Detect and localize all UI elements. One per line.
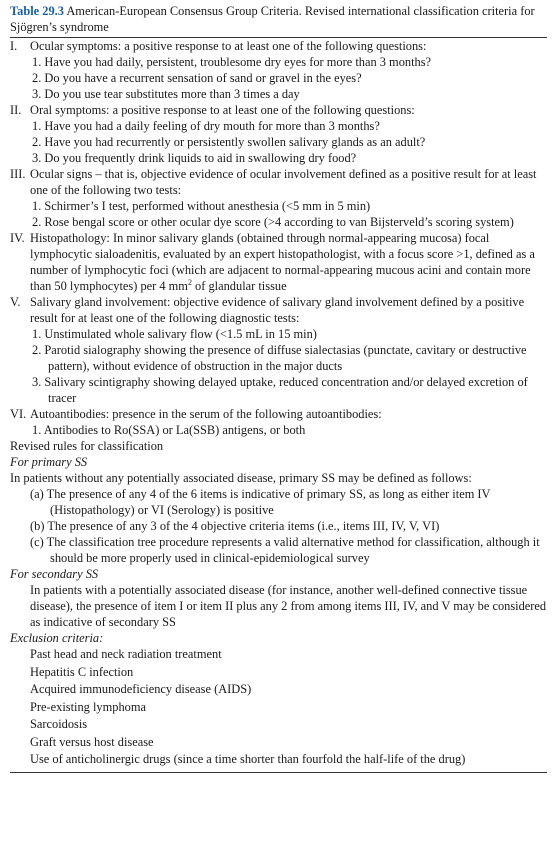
criteria-item: 2. Rose bengal score or other ocular dye score (>4 according to van Bijsterveld’s scoring system) — [32, 215, 514, 229]
exclusion-heading: Exclusion criteria: — [10, 631, 104, 645]
criteria-section — [10, 38, 547, 54]
criteria-item: 1. Have you had a daily feeling of dry mouth for more than 3 months? — [32, 119, 380, 133]
section-number: III. — [10, 167, 26, 181]
exclusion-item: Acquired immunodeficiency disease (AIDS) — [30, 682, 252, 696]
bottom-rule — [10, 772, 547, 773]
section-text: Salivary gland involvement: objective evidence of salivary gland involvement defined by a positive result for at least one of the following diagnostic tests: — [30, 295, 525, 325]
criteria-section — [10, 406, 547, 422]
criteria-item: 2. Parotid sialography showing the presence of diffuse sialectasias (punctate, cavitary or destructive pattern), without evidence of obstruction in the major ducts — [32, 343, 527, 373]
table-caption — [10, 3, 547, 35]
section-number: I. — [10, 39, 18, 53]
table-title: American-European Consensus Group Criteria. Revised international classification criteria for Sjögren’s syndrome — [10, 4, 535, 34]
primary-rule-item: (b) The presence of any 3 of the 4 objective criteria items (i.e., items III, IV, V, VI) — [30, 519, 440, 533]
table-label: Table 29.3 — [10, 4, 64, 18]
superscript: 2 — [187, 277, 192, 287]
secondary-text: In patients with a potentially associated disease (for instance, another well-defined connective tissue disease), the presence of item I or item II plus any 2 from among items III, IV, and V may be considered as indicative of secondary SS — [30, 583, 547, 629]
section-number: II. — [10, 103, 22, 117]
section-text: Histopathology: In minor salivary glands (obtained through normal-appearing mucosa) focal lymphocytic sialoadenitis, evaluated by an expert histopathologist, with a focus score >1, defined as a number of lymphocytic foci (which are adjacent to normal-appearing mucous acini and contain more than 50 lymphocytes) per 4 mm — [30, 231, 535, 293]
primary-items — [10, 486, 547, 566]
primary-rule-item: (c) The classification tree procedure represents a valid alternative method for classification, although it should be more properly used in clinical-epidemiological survey — [30, 535, 540, 565]
criteria-section — [10, 294, 547, 326]
section-text-tail: of glandular tissue — [191, 279, 287, 293]
section-text: Ocular symptoms: a positive response to at least one of the following questions: — [30, 39, 427, 53]
exclusion-item: Sarcoidosis — [30, 717, 88, 731]
primary-heading: For primary SS — [10, 455, 88, 469]
section-text: Oral symptoms: a positive response to at least one of the following questions: — [30, 103, 415, 117]
exclusion-item: Graft versus host disease — [30, 734, 154, 749]
criteria-section — [10, 102, 547, 118]
exclusion-item: Pre-existing lymphoma — [30, 699, 146, 714]
criteria-item: 2. Do you have a recurrent sensation of sand or gravel in the eyes? — [32, 71, 362, 85]
exclusion-items — [10, 646, 547, 769]
criteria-item: 1. Schirmer’s I test, performed without anesthesia (<5 mm in 5 min) — [32, 199, 371, 213]
exclusion-item: Use of anticholinergic drugs (since a time shorter than fourfold the half-life of the drug) — [30, 752, 466, 766]
section-number: VI. — [10, 407, 27, 421]
section-text: Ocular signs – that is, objective evidence of ocular involvement defined as a positive result for at least one of the following two tests: — [30, 167, 537, 197]
section-text: Autoantibodies: presence in the serum of the following autoantibodies: — [30, 407, 382, 421]
criteria-item: 1. Antibodies to Ro(SSA) or La(SSB) antigens, or both — [32, 423, 306, 437]
primary-intro: In patients without any potentially associated disease, primary SS may be defined as follows: — [10, 471, 472, 485]
exclusion-item: Hepatitis C infection — [30, 664, 134, 679]
criteria-sections — [10, 38, 547, 438]
criteria-section — [10, 166, 547, 198]
criteria-item: 3. Salivary scintigraphy showing delayed uptake, reduced concentration and/or delayed excretion of tracer — [32, 375, 528, 405]
criteria-item: 1. Have you had daily, persistent, troublesome dry eyes for more than 3 months? — [32, 55, 432, 69]
section-number: IV. — [10, 231, 25, 245]
secondary-heading: For secondary SS — [10, 567, 99, 581]
criteria-item: 2. Have you had recurrently or persistently swollen salivary glands as an adult? — [32, 135, 426, 149]
section-number: V. — [10, 295, 21, 309]
criteria-item: 3. Do you frequently drink liquids to aid in swallowing dry food? — [32, 151, 357, 165]
criteria-item: 3. Do you use tear substitutes more than 3 times a day — [32, 87, 300, 101]
criteria-section — [10, 230, 547, 294]
exclusion-item: Past head and neck radiation treatment — [30, 647, 222, 661]
primary-rule-item: (a) The presence of any 4 of the 6 items is indicative of primary SS, as long as either item IV (Histopathology) or VI (Serology) is positive — [30, 487, 491, 517]
revised-rules-heading: Revised rules for classification — [10, 439, 164, 453]
criteria-item: 1. Unstimulated whole salivary flow (<1.5 mL in 15 min) — [32, 327, 317, 341]
